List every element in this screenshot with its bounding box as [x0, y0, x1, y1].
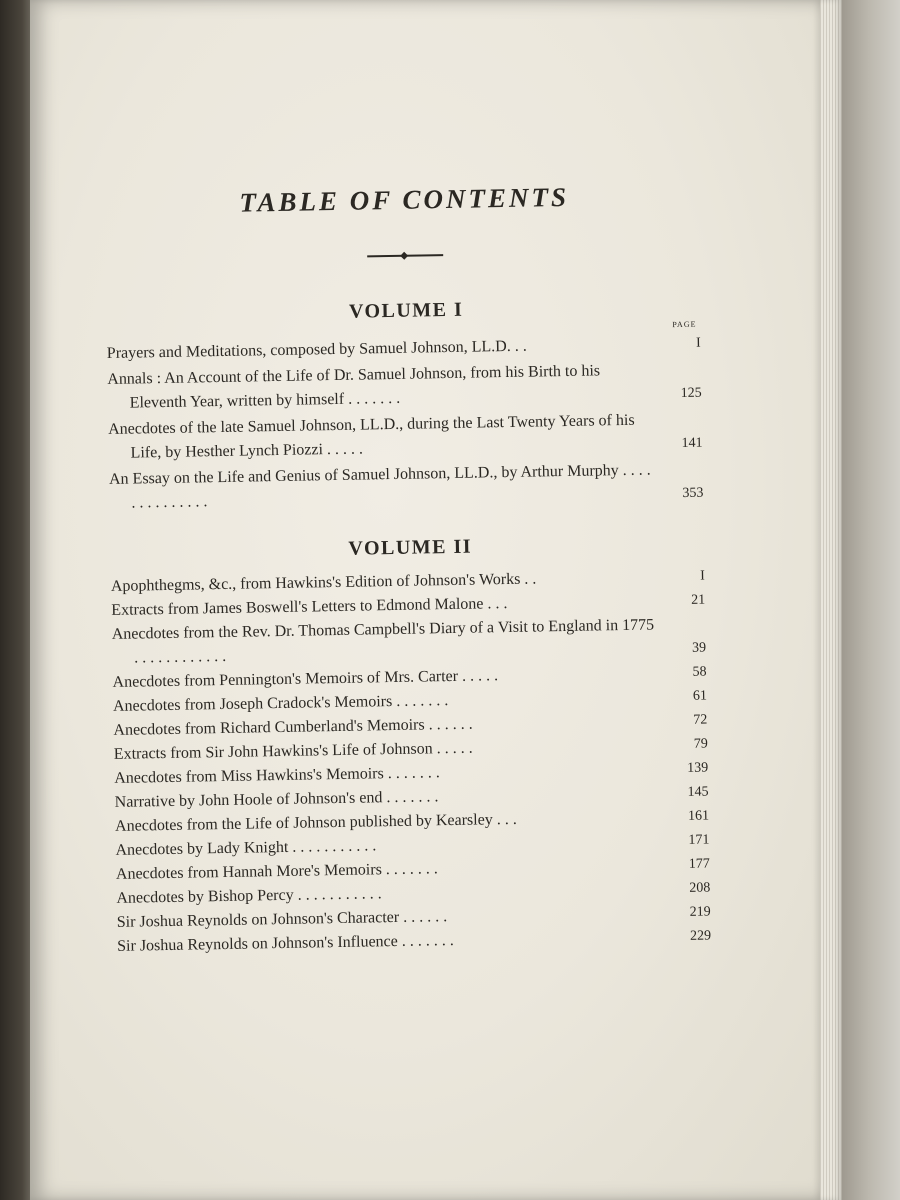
entry-title: Anecdotes from Miss Hawkins's Memoirs . . . . . . .	[114, 764, 440, 787]
toc-entry	[107, 358, 708, 416]
toc-entry	[108, 407, 709, 465]
entry-page: I	[700, 568, 705, 584]
entry-page: 229	[689, 928, 712, 944]
entry-title: Sir Joshua Reynolds on Johnson's Influence . . . . . . .	[117, 932, 454, 955]
entry-title: Annals : An Account of the Life of Dr. Samuel Johnson, from his Birth to his Eleventh Year, written by himself . . . . . . .	[107, 362, 601, 412]
entry-page: I	[695, 335, 701, 351]
toc-entry	[109, 457, 710, 515]
table-of-contents	[104, 180, 717, 959]
page-column-label: PAGE	[672, 319, 697, 330]
entry-page: 79	[693, 736, 708, 752]
entry-page: 39	[691, 640, 707, 656]
ornament-divider	[367, 251, 443, 260]
entry-title: Apophthegms, &c., from Hawkins's Edition of Johnson's Works . .	[110, 570, 537, 595]
entry-title: Anecdotes from Hannah More's Memoirs . . . . . . .	[115, 860, 438, 883]
entry-title: Extracts from James Boswell's Letters to Edmond Malone . . .	[111, 595, 508, 619]
entry-page: 139	[687, 760, 709, 776]
entry-page: 177	[688, 856, 710, 872]
entry-title: Anecdotes by Lady Knight . . . . . . . . . . .	[115, 837, 377, 859]
entry-page: 171	[688, 832, 710, 848]
volume-heading-2: VOLUME II	[348, 535, 473, 560]
book-cover-board	[838, 0, 900, 1200]
entry-title: Anecdotes of the late Samuel Johnson, LL.D., during the Last Twenty Years of his Life, by Hesther Lynch Piozzi . . . . .	[108, 411, 635, 462]
volume-1-entries	[107, 332, 710, 516]
entry-page: 58	[692, 664, 707, 680]
entry-page: 125	[680, 385, 702, 401]
entry-page: 353	[682, 485, 704, 501]
entry-title: Anecdotes from Pennington's Memoirs of Mrs. Carter . . . . .	[112, 667, 499, 691]
entry-page: 208	[689, 880, 711, 896]
entry-page: 219	[689, 904, 711, 920]
volume-2-entries	[111, 564, 718, 958]
entry-title: Sir Joshua Reynolds on Johnson's Character . . . . . .	[116, 908, 448, 931]
entry-title: Anecdotes from the Rev. Dr. Thomas Campbell's Diary of a Visit to England in 1775 . . . . . . . . . . . .	[111, 616, 655, 667]
entry-title: Anecdotes from the Life of Johnson published by Kearsley . . .	[114, 810, 517, 835]
entry-page: 21	[691, 592, 706, 608]
entry-page: 72	[693, 712, 708, 728]
entry-title: Anecdotes by Bishop Percy . . . . . . . . . . .	[116, 885, 382, 907]
entry-title: Anecdotes from Richard Cumberland's Memoirs . . . . . .	[113, 715, 473, 739]
entry-page: 61	[692, 688, 708, 704]
toc-title: TABLE OF CONTENTS	[239, 181, 570, 218]
entry-title: Anecdotes from Joseph Cradock's Memoirs . . . . . . .	[112, 692, 449, 715]
entry-page: 161	[687, 808, 710, 824]
entry-title: Prayers and Meditations, composed by Samuel Johnson, LL.D. . .	[106, 337, 527, 362]
entry-page: 141	[681, 435, 703, 451]
entry-page: 145	[687, 784, 709, 800]
volume-heading-1: VOLUME I	[348, 298, 464, 323]
entry-title: Extracts from Sir John Hawkins's Life of Johnson . . . . .	[113, 739, 473, 763]
entry-title: Narrative by John Hoole of Johnson's end . . . . . . .	[114, 788, 439, 811]
entry-title: An Essay on the Life and Genius of Samuel Johnson, LL.D., by Arthur Murphy . . . . . . . . . . . . . .	[108, 461, 651, 512]
